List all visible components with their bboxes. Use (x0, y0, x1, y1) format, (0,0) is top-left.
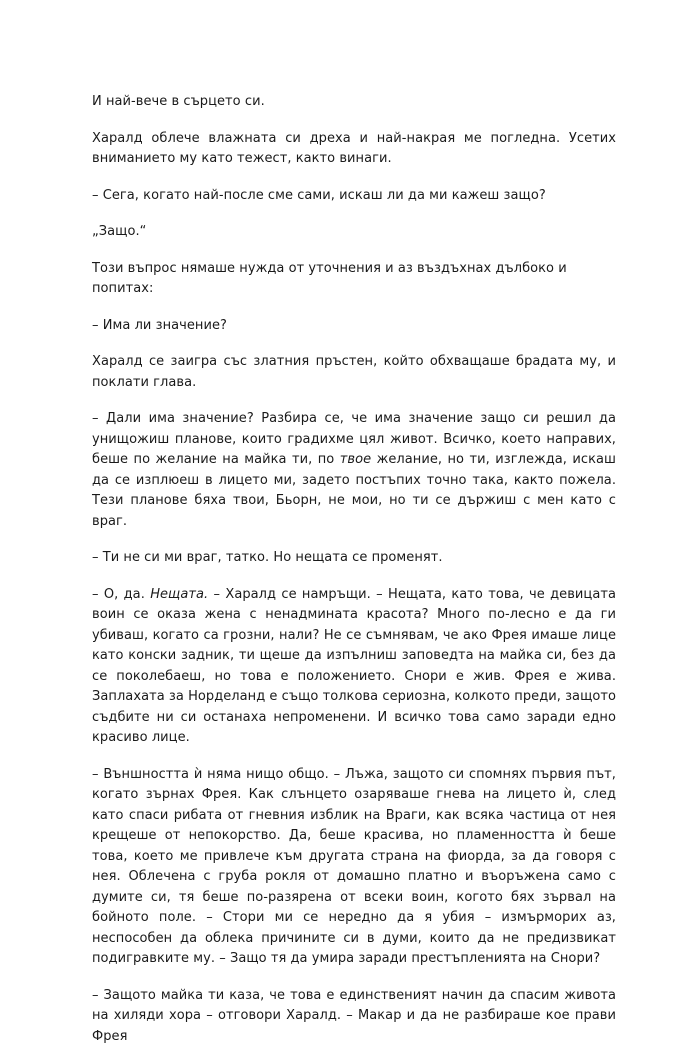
paragraph (92, 259, 616, 300)
paragraph (92, 316, 616, 337)
text-run: – Харалд се намръщи. – Нещата, като това, че девицата воин се оказа жена с ненадмината красота? Много по-лесно е да ги убиваш, когато са грозни, нали? Не се съмнявам, че ако Фрея имаше лице като конски задник, ти щеше да изпълниш заповедта на майка си, без да се поколебаеш, но това е положението. Снори е жив. Фрея е жива. Заплахата за Норделанд е също толкова сериозна, колкото преди, защото съдбите ни си останаха непроменени. И всичко това само заради едно красиво лице. (92, 586, 617, 745)
paragraph (92, 222, 616, 243)
paragraph (92, 986, 616, 1048)
emphasis-text: твое (339, 452, 372, 467)
paragraph (92, 409, 616, 532)
text-run: – Външността ѝ няма нищо общо. – Лъжа, защото си спомнях първия път, когато зърнах Фрея. Как слънцето озаряваше гнева на лицето ѝ, след като спаси рибата от гневния изблик на Враги, как всяка частица от нея крещеше от непокорство. Да, беше красива, но пламенността ѝ беше това, което ме привлече към другата страна на фиорда, за да говоря с нея. Облечена с груба рокля от домашно платно и въоръжена само с думите си, тя беше по-разярена от всеки воин, когото бях зървал на бойното поле. – Стори ми се нередно да я убия – измърморих аз, неспособен да облека причините си в думи, които да не предизвикат подигравките му. – Защо тя да умира заради престъпленията на Снори? (92, 766, 616, 966)
text-run: – Дали има значение? Разбира се, че има значение защо си решил да унищожиш планове, които градихме цял живот. Всичко, което направих, беше по желание на майка ти, по (92, 411, 616, 467)
paragraph (92, 92, 616, 113)
text-run: – Ти не си ми враг, татко. Но нещата се променят. (92, 550, 443, 565)
paragraph (92, 129, 616, 170)
paragraph (92, 765, 616, 970)
text-run: Харалд се заигра със златния пръстен, който обхващаше брадата му, и поклати глава. (92, 354, 616, 390)
text-run: „Защо.“ (92, 224, 147, 239)
paragraph (92, 352, 616, 393)
text-run: – О, да. (92, 586, 151, 602)
text-run: Този въпрос нямаше нужда от уточнения и аз въздъхнах дълбоко и попитах: (92, 260, 567, 296)
paragraph (92, 548, 616, 569)
text-run: Харалд облече влажната си дреха и най-накрая ме погледна. Усетих вниманието му като тежест, както винаги. (92, 130, 616, 166)
emphasis-text: Нещата. (150, 586, 209, 602)
text-run: – Има ли значение? (92, 317, 227, 333)
text-run: – Сега, когато най-после сме сами, искаш ли да ми кажеш защо? (92, 187, 546, 203)
paragraph (92, 186, 616, 207)
text-run: желание, но ти, изглежда, искаш да се изплюеш в лицето ми, задето постъпих точно така, както пожела. Тези планове бяха твои, Бьорн, не мои, но ти се държиш с мен като с враг. (92, 452, 616, 529)
text-run: – Защото майка ти каза, че това е единственият начин да спасим живота на хиляди хора – отговори Харалд. – Макар и да не разбираше кое прави Фрея (92, 987, 616, 1044)
text-run: И най-вече в сърцето си. (92, 94, 265, 109)
document-page (92, 92, 616, 1063)
paragraph (92, 585, 616, 749)
